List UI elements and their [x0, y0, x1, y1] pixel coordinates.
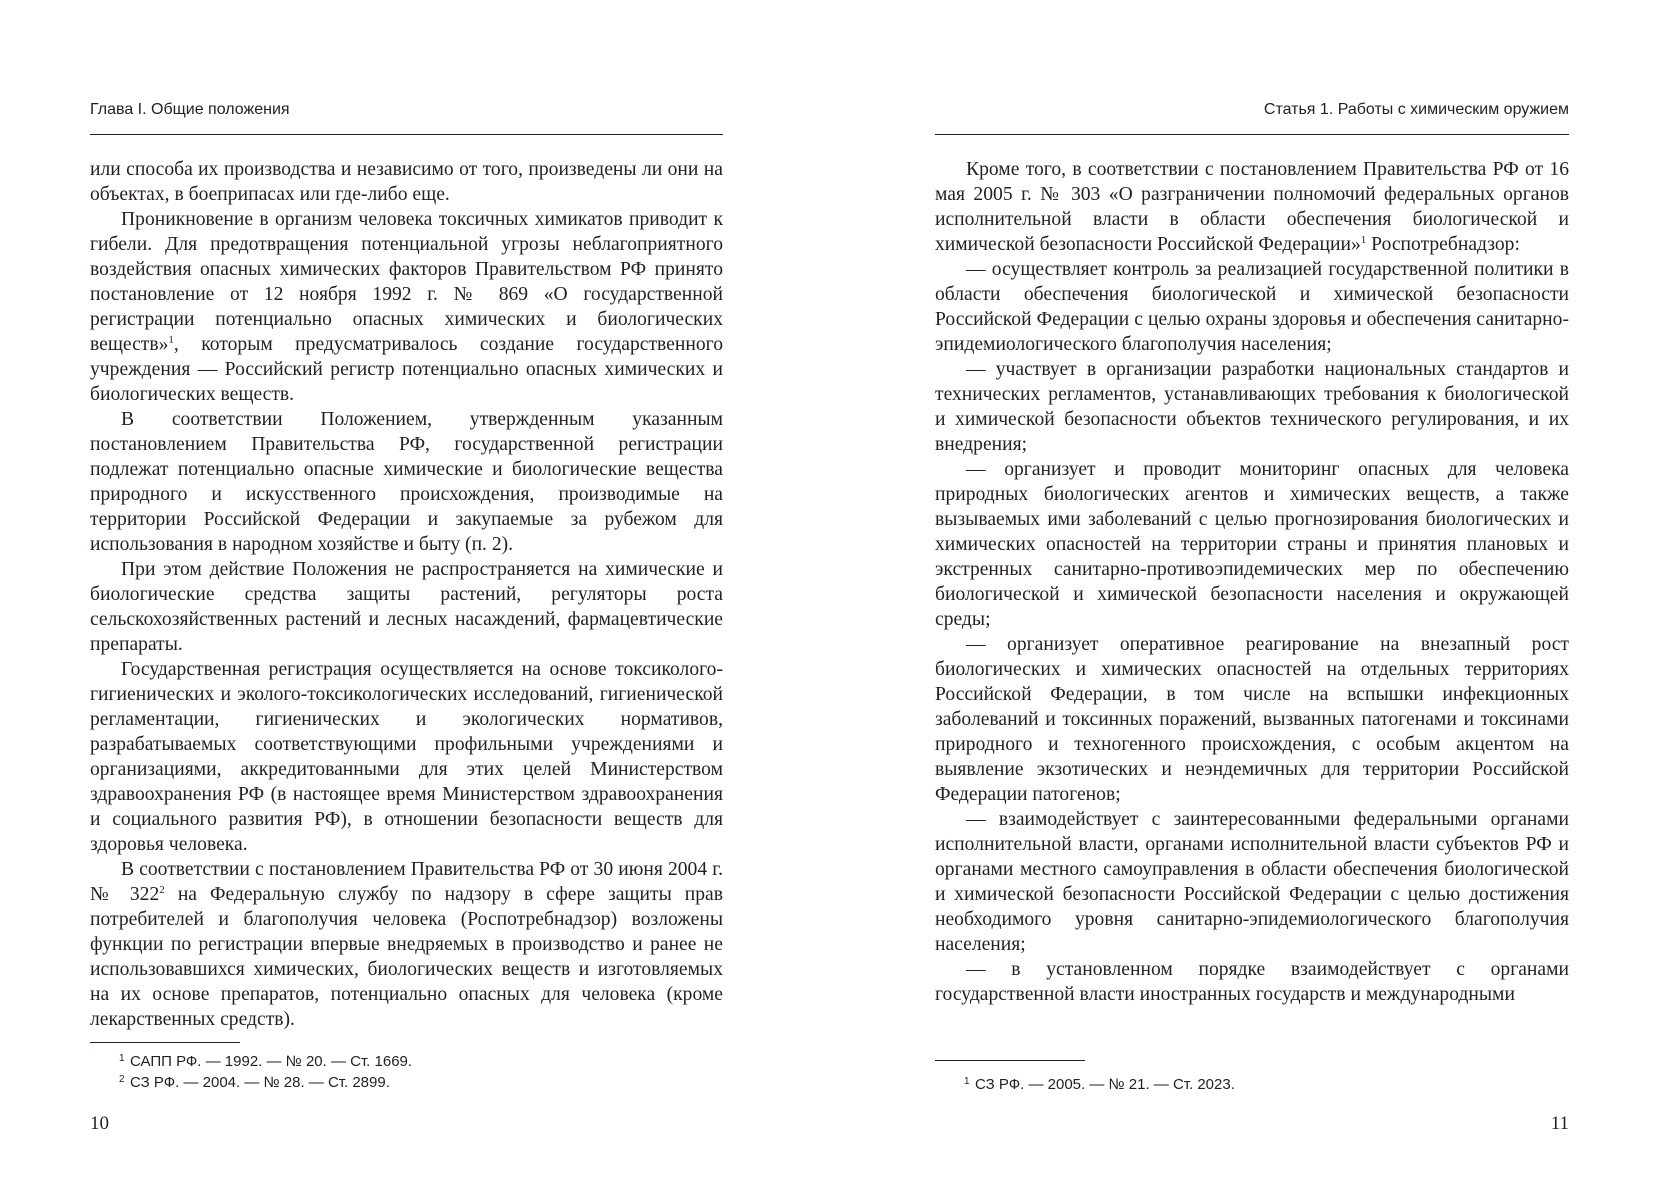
footnote [90, 1051, 723, 1072]
footnote-divider [90, 1042, 240, 1043]
left-page-body [90, 157, 723, 1032]
footnote-number: 1 [119, 1053, 125, 1064]
paragraph-text: Роспотребнадзор: [1366, 234, 1520, 255]
paragraph-text: на Федеральную службу по надзору в сфере защиты прав потребителей и благополучия человека (Роспотребнадзор) возложены функции по регистрации впервые внедряемых в производство и ранее не использовавшихся химических, биологических веществ и изготовляемых на их основе препаратов, потенциально опасных для человека (кроме лекарственных средств). [90, 884, 724, 1030]
page-number: 11 [1550, 1113, 1569, 1134]
paragraph-text: В соответствии с постановлением Правительства РФ от 30 июня 2004 г. № 322 [90, 859, 723, 905]
paragraph: или способа их производства и независимо от того, произведены ли они на объектах, в боеприпасах или где-либо еще. [90, 159, 723, 205]
paragraph-text: Кроме того, в соответствии с постановлением Правительства РФ от 16 мая 2005 г. № 303 «О разграничении полномочий федеральных органов исполнительной власти в области обеспечения биологической и химической безопасности Российской Федерации» [935, 159, 1569, 255]
running-head-chapter: Глава I. Общие положения [90, 100, 723, 135]
paragraph [90, 857, 723, 1032]
footnote-reference: 1 [168, 334, 174, 346]
footnote [90, 1072, 723, 1093]
running-head-article: Статья 1. Работы с химическим оружием [935, 100, 1569, 135]
paragraph [90, 207, 723, 407]
left-page [90, 0, 723, 1199]
paragraph-text: , которым предусматривалось создание государственного учреждения — Российский регистр потенциально опасных химических и биологических веществ. [90, 334, 723, 405]
footnote-number: 2 [119, 1074, 125, 1085]
footnote-text: СЗ РФ. — 2005. — № 21. — Ст. 2023. [975, 1076, 1235, 1093]
footnote-text: СЗ РФ. — 2004. — № 28. — Ст. 2899. [130, 1074, 390, 1091]
right-page-body [935, 157, 1569, 1007]
list-item: — в установленном порядке взаимодействует с органами государственной власти иностранных государств и международными [935, 959, 1569, 1005]
footnote-divider [935, 1060, 1085, 1061]
list-item: — осуществляет контроль за реализацией государственной политики в области обеспечения биологической и химической безопасности Российской Федерации с целью охраны здоровья и обеспечения санитарно-эпидемиологического благополучия населения; [935, 259, 1569, 355]
list-item: — участвует в организации разработки национальных стандартов и технических регламентов, устанавливающих требования к биологической и химической безопасности объектов технического регулирования, и их внедрения; [935, 359, 1569, 455]
page-number: 10 [90, 1113, 109, 1134]
right-page [935, 0, 1569, 1199]
footnote-text: САПП РФ. — 1992. — № 20. — Ст. 1669. [130, 1053, 413, 1070]
paragraph-text: Проникновение в организм человека токсичных химикатов приводит к гибели. Для предотвращения потенциальной угрозы неблагоприятного воздействия опасных химических факторов Правительством РФ принято постановление от 12 ноября 1992 г. № 869 «О государственной регистрации потенциально опасных химических и биологических веществ» [90, 209, 723, 355]
paragraph: Государственная регистрация осуществляется на основе токсиколого-гигиенических и эколого-токсикологических исследований, гигиенической регламентации, гигиенических и экологических нормативов, разрабатываемых соответствующими профильными учреждениями и организациями, аккредитованными для этих целей Министерством здравоохранения РФ (в настоящее время Министерством здравоохранения и социального развития РФ), в отношении безопасности веществ для здоровья человека. [90, 659, 723, 855]
list-item: — организует оперативное реагирование на внезапный рост биологических и химических опасностей на отдельных территориях Российской Федерации, в том числе на вспышки инфекционных заболеваний и токсинных поражений, вызванных патогенами и токсинами природного и техногенного происхождения, с особым акцентом на выявление экзотических и неэндемичных для территории Российской Федерации патогенов; [935, 634, 1569, 805]
footnote-reference: 2 [159, 884, 165, 896]
paragraph: При этом действие Положения не распространяется на химические и биологические средства защиты растений, регуляторы роста сельскохозяйственных растений и лесных насаждений, фармацевтические препараты. [90, 559, 723, 655]
footnote [935, 1074, 1569, 1095]
footnotes [90, 1051, 723, 1093]
paragraph [935, 157, 1569, 257]
list-item: — организует и проводит мониторинг опасных для человека природных биологических агентов и химических веществ, а также вызываемых ими заболеваний с целью прогнозирования биологических и химических опасностей на территории страны и принятия плановых и экстренных санитарно-противоэпидемических мер по обеспечению биологической и химической безопасности населения и окружающей среды; [935, 459, 1569, 630]
list-item: — взаимодействует с заинтересованными федеральными органами исполнительной власти, органами исполнительной власти субъектов РФ и органами местного самоуправления в области обеспечения биологической и химической безопасности Российской Федерации с целью достижения необходимого уровня санитарно-эпидемиологического благополучия населения; [935, 809, 1569, 955]
footnote-number: 1 [964, 1076, 970, 1087]
footnote-reference: 1 [1360, 234, 1367, 246]
paragraph: В соответствии Положением, утвержденным указанным постановлением Правительства РФ, государственной регистрации подлежат потенциально опасные химические и биологические вещества природного и искусственного происхождения, производимые на территории Российской Федерации и закупаемые за рубежом для использования в народном хозяйстве и быту (п. 2). [90, 409, 723, 555]
footnotes [935, 1074, 1569, 1095]
